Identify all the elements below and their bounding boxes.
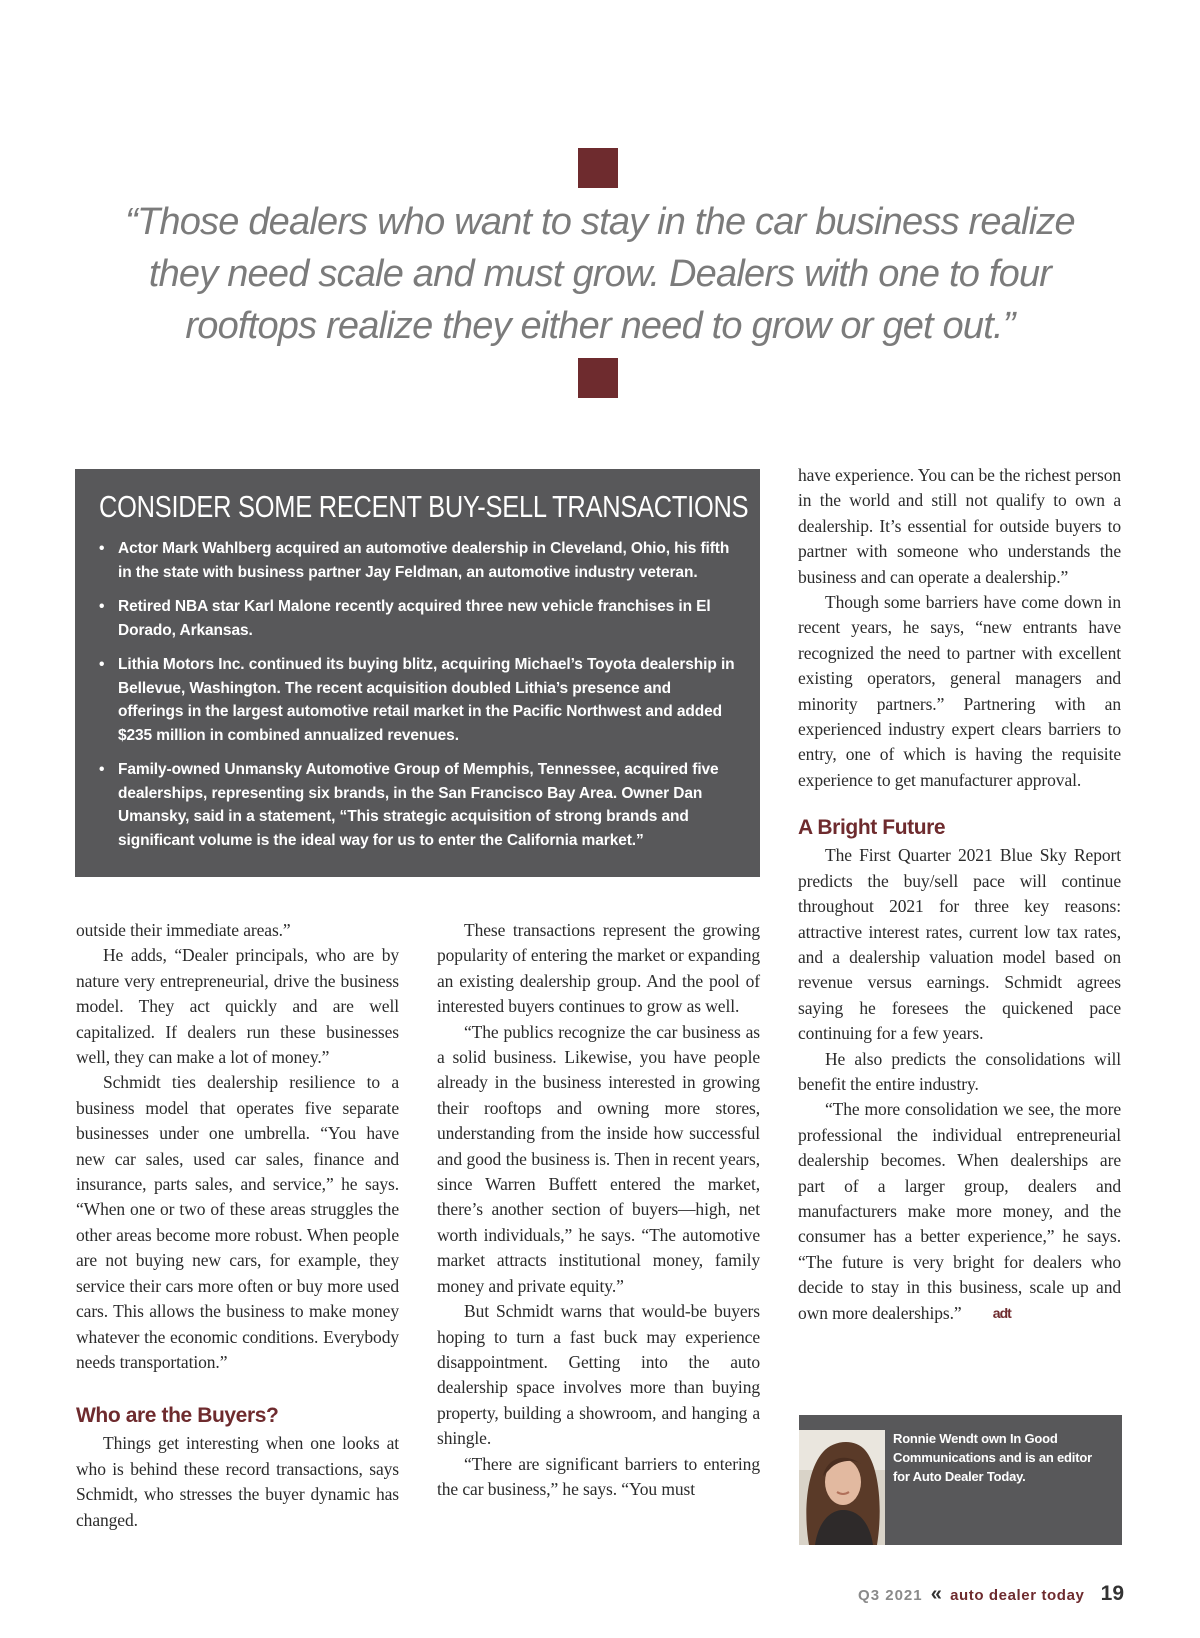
section-heading-buyers: Who are the Buyers?	[76, 1404, 279, 1428]
pull-quote: “Those dealers who want to stay in the car business realize they need scale and must grow. Dealers with one to four rooftops realize they either need to grow or get out.”	[125, 201, 1075, 347]
author-bio-box	[799, 1415, 1122, 1545]
footer-separator: «	[930, 1583, 942, 1605]
paragraph: have experience. You can be the richest person in the world and still not qualify to own a dealership. It’s essential for outside buyers to partner with someone who understands the business and can operate a dealership.”	[798, 465, 1121, 587]
sidebar-item: • Family-owned Unmansky Automotive Group of Memphis, Tennessee, acquired five dealerships, representing six brands, in the San Francisco Bay Area. Owner Dan Umansky, said in a statement, “This strategic acquisition of strong brands and significant volume is the ideal way for us to enter the California market.”	[99, 758, 736, 852]
paragraph: Though some barriers have come down in recent years, he says, “new entrants have recognized the need to partner with excellent existing operators, general managers and minority partners.” Partnering with an experienced industry expert clears barriers to entry, one of which is having the requisite experience to get manufacturer approval.	[798, 592, 1121, 790]
adt-end-mark-logo: adt	[992, 1304, 1011, 1321]
paragraph: He also predicts the consolidations will benefit the entire industry.	[798, 1048, 1121, 1094]
author-photo	[799, 1430, 885, 1545]
paragraph: Schmidt ties dealership resilience to a business model that operates five separate businesses under one umbrella. “You have new car sales, used car sales, finance and insurance, parts sales, and service,” he says. “When one or two of these areas struggles the other areas become more robust. When people are not buying new cars, for example, they service their cars more often or buy more used cars. This allows the business to make money whatever the economic conditions. Everybody needs transportation.”	[76, 1072, 399, 1372]
paragraph: He adds, “Dealer principals, who are by nature very entrepreneurial, drive the business model. They act quickly and are well capitalized. If dealers run these businesses well, they can make a lot of money.”	[76, 945, 399, 1068]
footer-issue: Q3 2021	[858, 1587, 923, 1604]
quote-top-square	[578, 148, 618, 188]
article-column-2	[437, 918, 760, 1502]
paragraph: Things get interesting when one looks at who is behind these record transactions, says Schmidt, who stresses the buyer dynamic has changed.	[76, 1433, 399, 1530]
sidebar-title: CONSIDER SOME RECENT BUY-SELL TRANSACTIONS	[99, 489, 749, 524]
page-footer	[858, 1582, 1124, 1606]
sidebar-item: • Actor Mark Wahlberg acquired an automotive dealership in Cleveland, Ohio, his fifth in the state with business partner Jay Feldman, an automotive industry veteran.	[99, 537, 736, 584]
paragraph: “There are significant barriers to entering the car business,” he says. “You must	[437, 1453, 760, 1499]
paragraph	[798, 1097, 1121, 1326]
buy-sell-sidebar	[75, 469, 760, 877]
paragraph: These transactions represent the growing popularity of entering the market or expanding an existing dealership group. And the pool of interested buyers continues to grow as well.	[437, 920, 760, 1017]
paragraph: outside their immediate areas.”	[76, 920, 291, 940]
article-column-1	[76, 918, 399, 1533]
sidebar-list	[99, 537, 736, 852]
paragraph: But Schmidt warns that would-be buyers hoping to turn a fast buck may experience disappointment. Getting into the auto dealership space involves more than buying property, building a showroom, and hanging a shingle.	[437, 1301, 760, 1449]
paragraph: The First Quarter 2021 Blue Sky Report predicts the buy/sell pace will continue throughout 2021 for three key reasons: attractive interest rates, current low tax rates, and a dealership valuation model based on revenue versus earnings. Schmidt agrees saying he foresees the quickened pace continuing for a few years.	[798, 845, 1121, 1044]
page-number: 19	[1100, 1582, 1124, 1605]
paragraph: “The publics recognize the car business as a solid business. Likewise, you have people already in the business interested in growing their rooftops and owning more stores, understanding from the inside how successful and good the business is. Then in recent years, since Warren Buffett entered the market, there’s another section of buyers—high, net worth individuals,” he says. “The automotive market attracts institutional money, family money and private equity.”	[437, 1021, 760, 1296]
sidebar-item: • Lithia Motors Inc. continued its buying blitz, acquiring Michael’s Toyota dealership in Bellevue, Washington. The recent acquisition doubled Lithia’s presence and offerings in the largest automotive retail market in the Pacific Northwest and added $235 million in combined annualized revenues.	[99, 653, 736, 747]
quote-bottom-square	[578, 358, 618, 398]
sidebar-item: • Retired NBA star Karl Malone recently acquired three new vehicle franchises in El Dorado, Arkansas.	[99, 595, 736, 642]
section-heading-future: A Bright Future	[798, 816, 946, 840]
article-column-3	[798, 463, 1121, 1326]
footer-magazine-name: auto dealer today	[950, 1587, 1085, 1604]
closing-paragraph-text: “The more consolidation we see, the more professional the individual entrepreneurial dealership becomes. When dealerships are part of a larger group, dealers and manufacturers make more money, and the consumer has a better experience,” he says. “The future is very bright for dealers who decide to stay in this business, scale up and own more dealerships.”	[798, 1099, 1121, 1323]
author-bio: Ronnie Wendt own In Good Communications and is an editor for Auto Dealer Today.	[893, 1431, 1092, 1484]
